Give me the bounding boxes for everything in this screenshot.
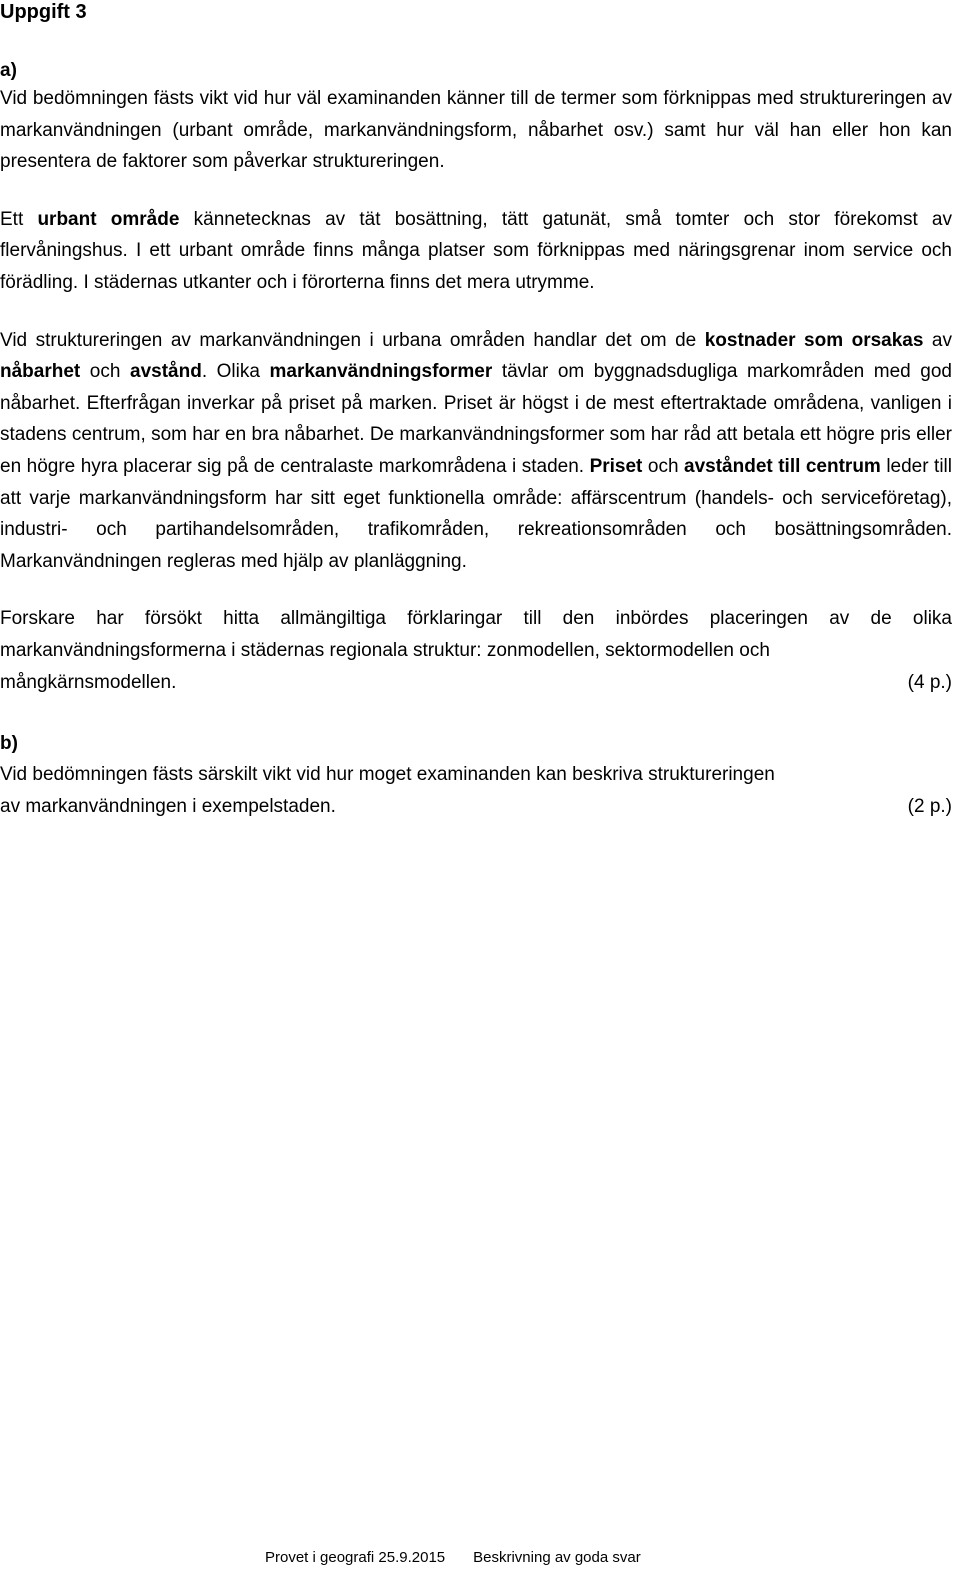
text-run: . Olika — [201, 361, 270, 383]
text-run: tävlar om byggnadsdugliga markområden med god nåbarhet. Efterfrågan inverkar på priset på marken. Priset är högst i de mest eftertraktade områdena, vanligen i stadens centrum, som har en bra nåbarhet. De markanvändningsformer som har råd att betala ett högre pris eller en högre hyra placerar sig på de centralaste markområdena i staden. — [0, 361, 952, 477]
part-b-text: Vid bedömningen fästs särskilt vikt vid hur moget examinanden kan beskriva struktureringen — [0, 764, 775, 786]
text-run: och — [80, 361, 130, 383]
term-accessibility: nåbarhet — [0, 361, 81, 383]
text-run: kännetecknas av tät bosättning, tätt gatunät, små tomter och stor förekomst av flervåningshus. I ett urbant område finns många platser som förknippas med näringsgrenar inom service och förädling. I städernas utkanter och i förorterna finns det mera utrymme. — [0, 208, 953, 293]
part-b-label: b) — [0, 733, 18, 755]
part-a-label: a) — [0, 60, 17, 81]
part-a-score-line — [0, 667, 952, 699]
footer-exam-name: Provet i geografi 25.9.2015 — [265, 1549, 446, 1566]
text-run: och — [642, 455, 685, 477]
part-a-last-line: mångkärnsmodellen. — [0, 671, 177, 693]
part-b-score-line — [0, 791, 952, 823]
part-a-paragraph-urban-area — [0, 204, 952, 299]
text-run: Vid struktureringen av markanvändningen i urbana områden handlar det om de — [0, 329, 705, 351]
term-distance: avstånd — [130, 361, 202, 383]
footer-doc-type: Beskrivning av goda svar — [473, 1549, 641, 1566]
text-run: av — [923, 329, 953, 351]
part-b-last-line: av markanvändningen i exempelstaden. — [0, 795, 336, 817]
text-run: Ett — [0, 208, 38, 230]
part-b-points: (2 p.) — [907, 795, 952, 817]
part-a-paragraph-models: Forskare har försökt hitta allmängiltiga förklaringar till den inbördes placeringen av de olika markanvändningsformerna i städernas regionala struktur: zonmodellen, sektormodellen och — [0, 608, 952, 661]
term-urban-area: urbant område — [37, 208, 180, 230]
part-a-points: (4 p.) — [907, 671, 952, 693]
page-footer — [265, 1548, 641, 1568]
page-title: Uppgift 3 — [0, 1, 87, 23]
term-distance-to-centre: avståndet till centrum — [684, 455, 881, 477]
term-price: Priset — [589, 455, 643, 477]
part-a-paragraph-land-use — [0, 325, 952, 578]
term-land-use-forms: markanvändningsformer — [269, 361, 493, 383]
term-costs: kostnader som orsakas — [704, 329, 924, 351]
part-a-intro: Vid bedömningen fästs vikt vid hur väl examinanden känner till de termer som förknippas med struktureringen av markanvändningen (urbant område, markanvändningsform, nåbarhet osv.) samt hur väl han eller hon kan presentera de faktorer som påverkar struktureringen. — [0, 88, 952, 173]
text-run: leder till att varje markanvändningsform har sitt eget funktionella område: affärscentrum (handels- och serviceföretag), industri- och partihandelsområden, trafikområden, rekreationsområden och bosättningsområden. Markanvändningen regleras med hjälp av planläggning. — [0, 455, 953, 572]
